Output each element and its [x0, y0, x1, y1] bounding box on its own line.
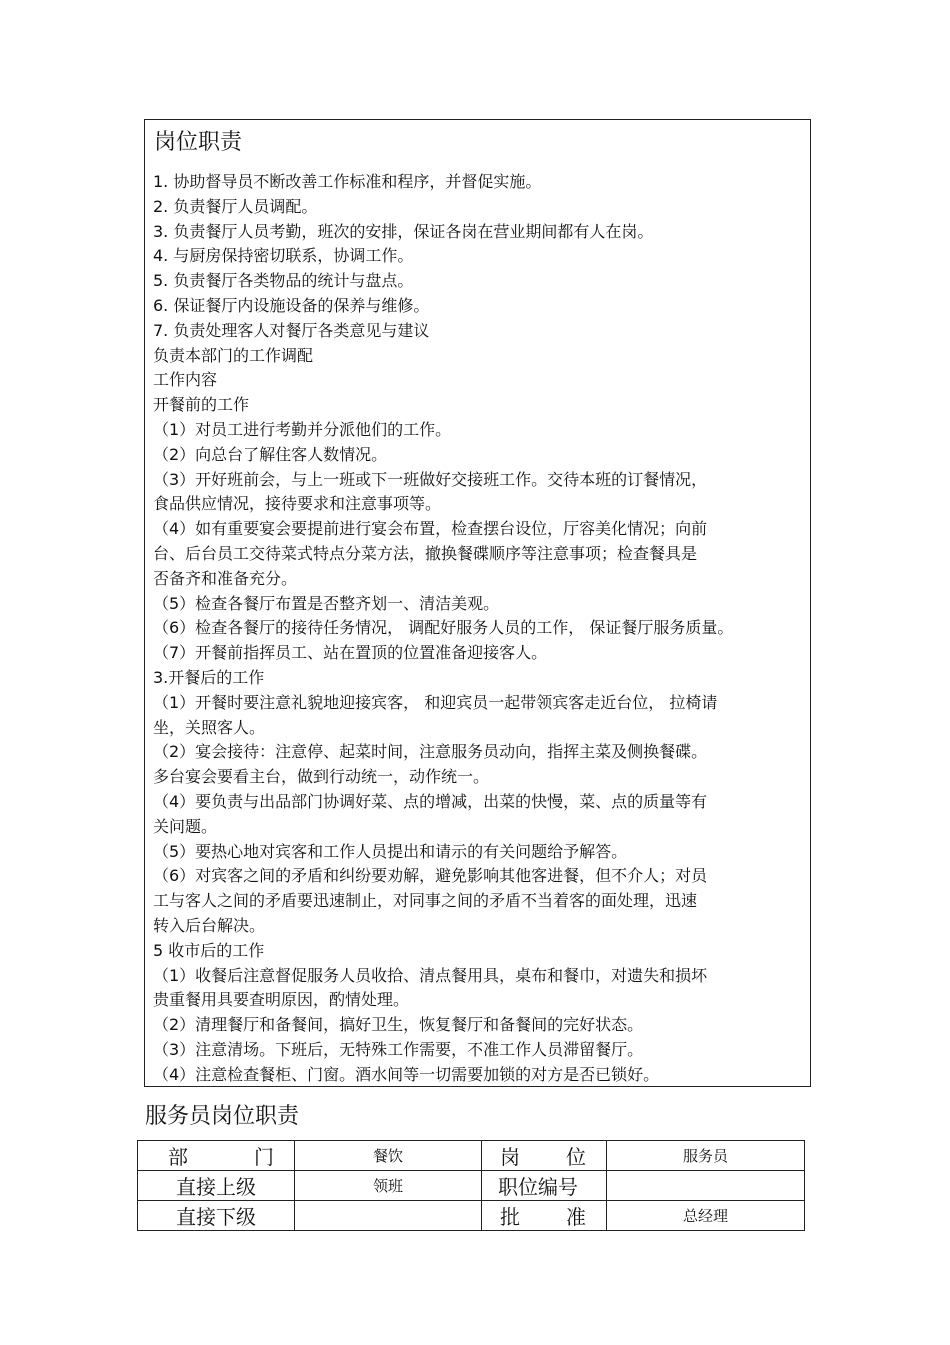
text-line: 开餐前的工作 [153, 395, 250, 415]
text-line: 工与客人之间的矛盾要迅速制止，对同事之间的矛盾不当着客的面处理，迅速 [153, 891, 698, 911]
text-line: （3）注意清场。下班后，无特殊工作需要，不准工作人员滞留餐厅。 [153, 1039, 644, 1059]
text-line: 多台宴会要看主台，做到行动统一，动作统一。 [153, 767, 490, 787]
text-line: （4）如有重要宴会要提前进行宴会布置，检查摆台设位，厅容美化情况；向前 [153, 519, 708, 539]
text-line: 转入后台解决。 [153, 915, 266, 935]
approval-value: 总经理 [607, 1201, 805, 1231]
text-line: 1. 协助督导员不断改善工作标准和程序，并督促实施。 [153, 172, 542, 191]
department-label: 部 门 [138, 1141, 295, 1171]
text-line: 坐，关照客人。 [153, 717, 266, 737]
department-value: 餐饮 [295, 1141, 482, 1171]
direct-subordinate-value [295, 1201, 482, 1231]
section-title: 岗位职责 [154, 130, 243, 155]
direct-superior-value: 领班 [295, 1171, 482, 1201]
text-line: （7）开餐前指挥员工、站在置顶的位置准备迎接客人。 [153, 643, 548, 663]
text-line: （1）收餐后注意督促服务人员收拾、清点餐用具，桌布和餐巾，对遗失和损坏 [153, 965, 708, 985]
job-title-heading: 服务员岗位职责 [145, 1104, 300, 1129]
text-line: 贵重餐用具要查明原因，酌情处理。 [153, 990, 410, 1010]
text-line: 4. 与厨房保持密切联系，协调工作。 [153, 246, 414, 266]
responsibilities-box [144, 119, 811, 1087]
approval-label: 批 准 [482, 1201, 607, 1231]
table-row [138, 1171, 805, 1201]
responsibilities-text [153, 170, 808, 1087]
direct-superior-label: 直接上级 [138, 1171, 295, 1201]
text-line: （2）向总台了解住客人数情况。 [153, 444, 388, 464]
text-line: （3）开好班前会，与上一班或下一班做好交接班工作。交待本班的订餐情况， [153, 469, 708, 489]
text-line: 负责本部门的工作调配 [153, 345, 314, 365]
text-line: （4）注意检查餐柜、门窗。酒水间等一切需要加锁的对方是否已锁好。 [153, 1064, 660, 1084]
direct-subordinate-label: 直接下级 [138, 1201, 295, 1231]
text-line: 2. 负责餐厅人员调配。 [153, 196, 318, 216]
text-line: （5）检查各餐厅布置是否整齐划一、清洁美观。 [153, 593, 500, 613]
text-line: （5）要热心地对宾客和工作人员提出和请示的有关问题给予解答。 [153, 841, 628, 861]
job-info-table [137, 1140, 805, 1231]
text-line: （6）对宾客之间的矛盾和纠纷要劝解，避免影响其他客进餐，但不介人；对员 [153, 866, 708, 886]
text-line: 工作内容 [153, 370, 218, 390]
text-line: 5 收市后的工作 [153, 940, 265, 960]
text-line: 6. 保证餐厅内设施设备的保养与维修。 [153, 295, 430, 315]
text-line: 3. 负责餐厅人员考勤，班次的安排，保证各岗在营业期间都有人在岗。 [153, 221, 654, 241]
text-line: 食品供应情况，接待要求和注意事项等。 [153, 494, 442, 514]
text-line: （2）宴会接待：注意停、起菜时间，注意服务员动向，指挥主菜及侧换餐碟。 [153, 742, 708, 762]
text-line: （6）检查各餐厅的接待任务情况， 调配好服务人员的工作， 保证餐厅服务质量。 [153, 618, 734, 638]
table-row [138, 1201, 805, 1231]
text-line: （2）清理餐厅和备餐间，搞好卫生，恢复餐厅和备餐间的完好状态。 [153, 1015, 644, 1035]
text-line: （4）要负责与出品部门协调好菜、点的增减，出菜的快慢，菜、点的质量等有 [153, 791, 708, 811]
text-line: （1）开餐时要注意礼貌地迎接宾客， 和迎宾员一起带领宾客走近台位， 拉椅请 [153, 692, 718, 712]
text-line: 5. 负责餐厅各类物品的统计与盘点。 [153, 271, 414, 291]
position-code-label: 职位编号 [482, 1171, 607, 1201]
text-line: （1）对员工进行考勤并分派他们的工作。 [153, 419, 452, 439]
text-line: 台、后台员工交待菜式特点分菜方法，撤换餐碟顺序等注意事项；检查餐具是 [153, 543, 698, 563]
position-label: 岗 位 [482, 1141, 607, 1171]
text-line: 7. 负责处理客人对餐厅各类意见与建议 [153, 320, 430, 340]
position-value: 服务员 [607, 1141, 805, 1171]
text-line: 关问题。 [153, 816, 218, 836]
table-row [138, 1141, 805, 1171]
text-line: 3.开餐后的工作 [153, 667, 265, 687]
position-code-value [607, 1171, 805, 1201]
text-line: 否备齐和准备充分。 [153, 568, 298, 588]
